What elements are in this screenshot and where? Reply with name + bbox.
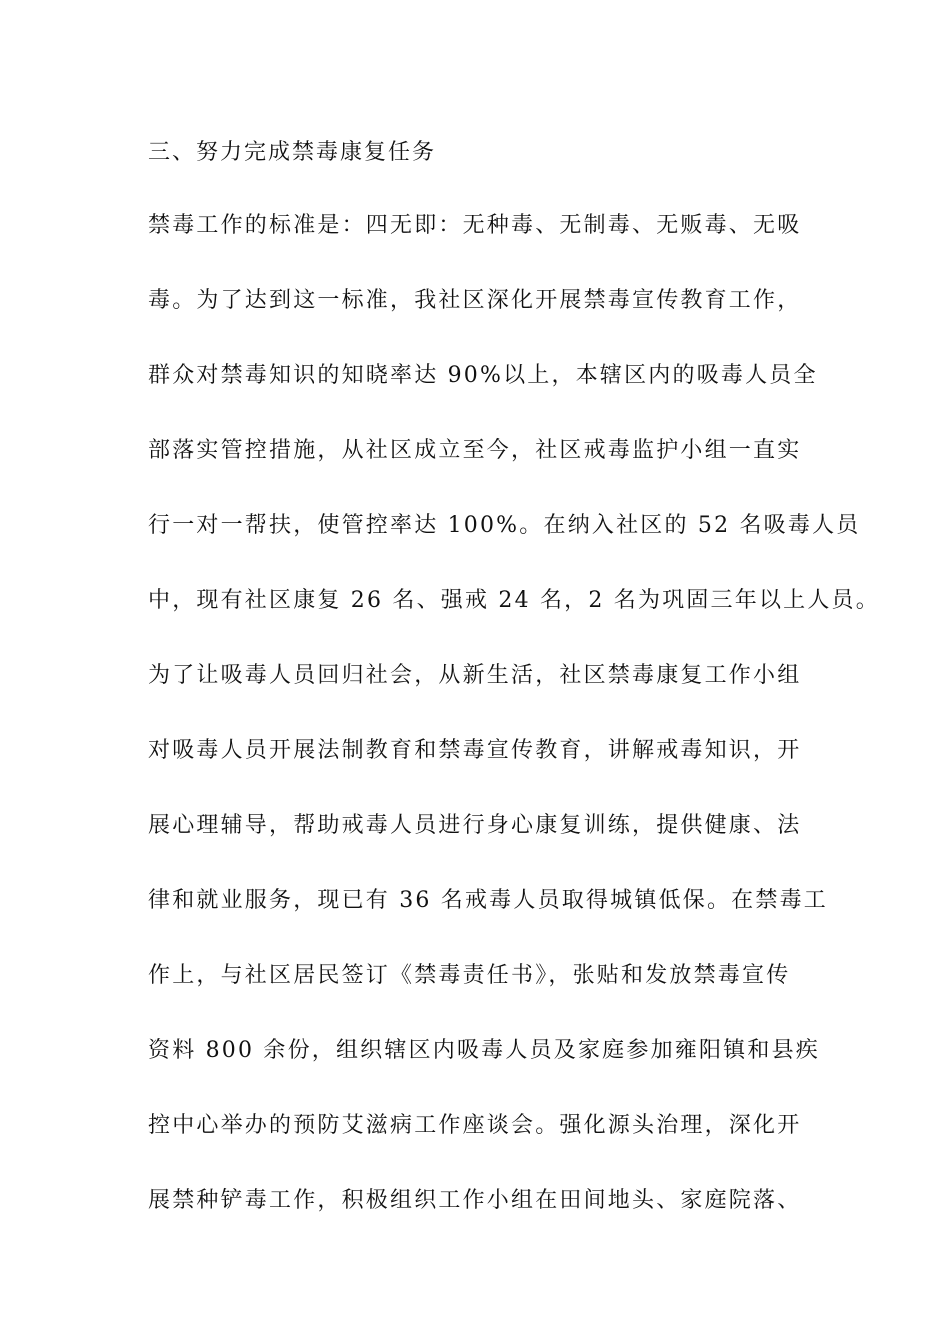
text-line: 资料 800 余份，组织辖区内吸毒人员及家庭参加雍阳镇和县疾 <box>148 1038 820 1063</box>
text-line: 控中心举办的预防艾滋病工作座谈会。强化源头治理，深化开 <box>148 1113 802 1138</box>
text-line: 中，现有社区康复 26 名、强戒 24 名，2 名为巩固三年以上人员。 <box>148 588 880 613</box>
text-line: 禁毒工作的标准是：四无即：无种毒、无制毒、无贩毒、无吸 <box>148 213 802 238</box>
text-line: 群众对禁毒知识的知晓率达 90%以上，本辖区内的吸毒人员全 <box>148 363 818 388</box>
text-line: 毒。为了达到这一标准，我社区深化开展禁毒宣传教育工作， <box>148 288 802 313</box>
text-line: 行一对一帮扶，使管控率达 100%。在纳入社区的 52 名吸毒人员 <box>148 513 861 538</box>
text-line: 对吸毒人员开展法制教育和禁毒宣传教育，讲解戒毒知识，开 <box>148 738 802 763</box>
text-line: 展心理辅导，帮助戒毒人员进行身心康复训练，提供健康、法 <box>148 813 802 838</box>
text-line: 作上，与社区居民签订《禁毒责任书》，张贴和发放禁毒宣传 <box>148 963 791 988</box>
text-line: 为了让吸毒人员回归社会，从新生活，社区禁毒康复工作小组 <box>148 663 802 688</box>
text-line: 部落实管控措施，从社区成立至今，社区戒毒监护小组一直实 <box>148 438 802 463</box>
text-line: 律和就业服务，现已有 36 名戒毒人员取得城镇低保。在禁毒工 <box>148 888 828 913</box>
body-paragraph <box>148 206 880 1256</box>
section-heading: 三、努力完成禁毒康复任务 <box>148 140 437 165</box>
text-line: 展禁种铲毒工作，积极组织工作小组在田间地头、家庭院落、 <box>148 1188 802 1213</box>
